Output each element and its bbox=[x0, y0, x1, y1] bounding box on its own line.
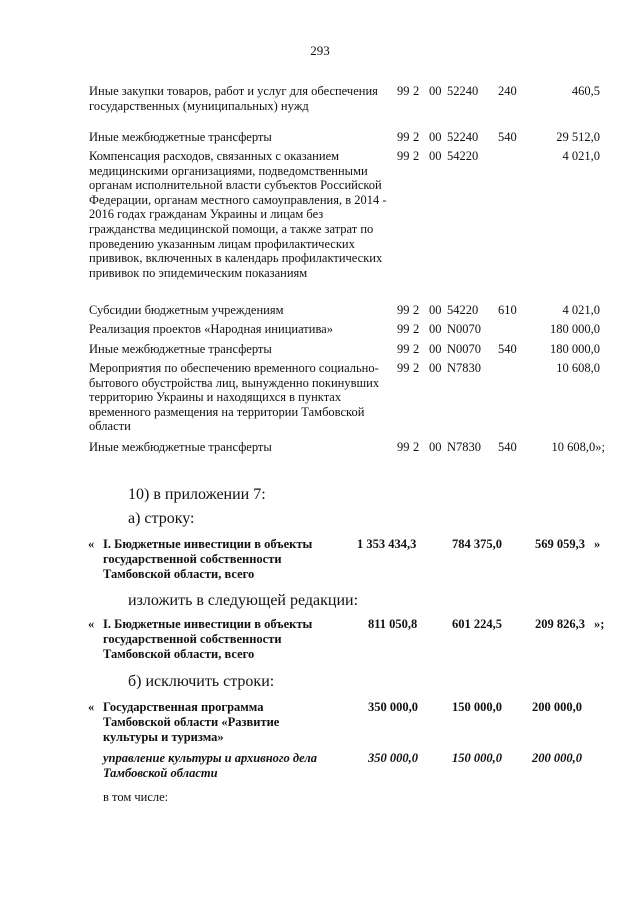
row-amount: 180 000,0 bbox=[550, 342, 600, 356]
section-heading: 10) в приложении 7: bbox=[128, 486, 266, 503]
desc-line: I. Бюджетные инвестиции в объекты bbox=[103, 537, 313, 551]
value-col-1: 811 050,8 bbox=[368, 617, 418, 631]
code-part: 2 bbox=[413, 130, 420, 144]
code-part: 540 bbox=[498, 440, 517, 454]
desc-line: культуры и туризма» bbox=[103, 730, 224, 744]
value-col-3: 200 000,0 bbox=[532, 700, 582, 714]
code-part: 2 bbox=[413, 149, 420, 163]
code-part: 540 bbox=[498, 130, 517, 144]
value-col-1: 350 000,0 bbox=[368, 700, 418, 714]
table-row bbox=[0, 130, 640, 146]
code-part: 00 bbox=[429, 303, 442, 317]
table-row bbox=[0, 440, 640, 456]
code-part: 2 bbox=[413, 361, 420, 375]
close-quote: »; bbox=[594, 617, 605, 631]
code-part: 99 bbox=[397, 342, 410, 356]
row-amount: 29 512,0 bbox=[556, 130, 600, 144]
value-col-3: 209 826,3 bbox=[535, 617, 585, 631]
row-description: Иные межбюджетные трансферты bbox=[89, 342, 272, 356]
table-row bbox=[0, 322, 640, 338]
including-label: в том числе: bbox=[103, 790, 169, 804]
row-amount: 460,5 bbox=[571, 84, 600, 98]
sub-a-label: а) строку: bbox=[128, 510, 195, 527]
code-part: 54220 bbox=[447, 303, 479, 317]
block-replace-from bbox=[0, 537, 640, 587]
row-amount: 4 021,0 bbox=[562, 149, 600, 163]
code-part: 54220 bbox=[447, 149, 479, 163]
block-replace-to bbox=[0, 617, 640, 667]
value-col-1: 1 353 434,3 bbox=[357, 537, 417, 551]
code-part: 00 bbox=[429, 361, 442, 375]
code-part: 99 bbox=[397, 149, 410, 163]
code-part: 00 bbox=[429, 342, 442, 356]
table-row bbox=[0, 149, 640, 299]
row-description: Компенсация расходов, связанных с оказанием медицинскими организациями, подведомственными органам исполнительной власти субъектов Российской Федерации, органам местного самоуправления, в 2014 - 2016 годах гражданам Украины и лицам без гражданства медицинской помощи, а также затрат по проведению указанным лицам профилактических прививок, включенных в календарь профилактических прививок по эпидемическим показаниям bbox=[89, 149, 387, 280]
value-col-3: 569 059,3 bbox=[535, 537, 585, 551]
desc-line: Государственная программа bbox=[103, 700, 264, 714]
code-part: 99 bbox=[397, 84, 410, 98]
table-row bbox=[0, 361, 640, 437]
code-part: N7830 bbox=[447, 361, 482, 375]
desc-line: государственной собственности bbox=[103, 552, 282, 566]
desc-line: Тамбовской области, всего bbox=[103, 647, 255, 661]
code-part: 00 bbox=[429, 322, 442, 336]
block-description bbox=[103, 537, 348, 582]
code-part: 00 bbox=[429, 440, 442, 454]
code-part: 2 bbox=[413, 322, 420, 336]
code-part: 00 bbox=[429, 149, 442, 163]
code-part: 2 bbox=[413, 440, 420, 454]
code-part: 52240 bbox=[447, 84, 479, 98]
open-quote: « bbox=[88, 537, 95, 551]
value-col-2: 150 000,0 bbox=[452, 751, 502, 765]
code-part: 52240 bbox=[447, 130, 479, 144]
row-amount: 4 021,0 bbox=[562, 303, 600, 317]
value-col-3: 200 000,0 bbox=[532, 751, 582, 765]
open-quote: « bbox=[88, 700, 95, 714]
code-part: 240 bbox=[498, 84, 517, 98]
row-amount: 10 608,0»; bbox=[551, 440, 605, 454]
block-remove-program bbox=[0, 700, 640, 750]
close-quote: » bbox=[594, 537, 601, 551]
sub-b-label: б) исключить строки: bbox=[128, 673, 275, 690]
block-remove-department bbox=[0, 751, 640, 785]
code-part: N0070 bbox=[447, 342, 482, 356]
desc-line: Тамбовской области «Развитие bbox=[103, 715, 280, 729]
code-part: 99 bbox=[397, 361, 410, 375]
block-description bbox=[103, 700, 348, 745]
code-part: 2 bbox=[413, 342, 420, 356]
value-col-2: 784 375,0 bbox=[452, 537, 502, 551]
row-description: Мероприятия по обеспечению временного социально-бытового обустройства лиц, вынужденно покинувших территорию Украины и находящихся в пунктах временного размещения на территории Тамбовской области bbox=[89, 361, 380, 434]
table-row bbox=[0, 342, 640, 358]
code-part: 2 bbox=[413, 84, 420, 98]
code-part: 00 bbox=[429, 84, 442, 98]
code-part: 99 bbox=[397, 130, 410, 144]
block-description bbox=[103, 617, 348, 662]
restate-label: изложить в следующей редакции: bbox=[128, 592, 359, 609]
page-number: 293 bbox=[310, 43, 330, 58]
row-amount: 10 608,0 bbox=[556, 361, 600, 375]
row-amount: 180 000,0 bbox=[550, 322, 600, 336]
code-part: N0070 bbox=[447, 322, 482, 336]
row-description: Иные закупки товаров, работ и услуг для обеспечения государственных (муниципальных) нужд bbox=[89, 84, 378, 113]
code-part: 610 bbox=[498, 303, 517, 317]
row-description: Иные межбюджетные трансферты bbox=[89, 130, 272, 144]
row-description: Иные межбюджетные трансферты bbox=[89, 440, 272, 454]
table-row bbox=[0, 84, 640, 128]
row-description: Реализация проектов «Народная инициатива» bbox=[89, 322, 333, 336]
row-description: Субсидии бюджетным учреждениям bbox=[89, 303, 284, 317]
value-col-2: 150 000,0 bbox=[452, 700, 502, 714]
code-part: 00 bbox=[429, 130, 442, 144]
desc-line: Тамбовской области bbox=[103, 766, 218, 780]
value-col-1: 350 000,0 bbox=[368, 751, 418, 765]
code-part: 2 bbox=[413, 303, 420, 317]
code-part: 99 bbox=[397, 322, 410, 336]
desc-line: государственной собственности bbox=[103, 632, 282, 646]
code-part: 99 bbox=[397, 440, 410, 454]
table-row bbox=[0, 303, 640, 319]
open-quote: « bbox=[88, 617, 95, 631]
desc-line: I. Бюджетные инвестиции в объекты bbox=[103, 617, 313, 631]
code-part: N7830 bbox=[447, 440, 482, 454]
code-part: 540 bbox=[498, 342, 517, 356]
block-description bbox=[103, 751, 363, 781]
desc-line: управление культуры и архивного дела bbox=[103, 751, 318, 765]
code-part: 99 bbox=[397, 303, 410, 317]
desc-line: Тамбовской области, всего bbox=[103, 567, 255, 581]
value-col-2: 601 224,5 bbox=[452, 617, 502, 631]
